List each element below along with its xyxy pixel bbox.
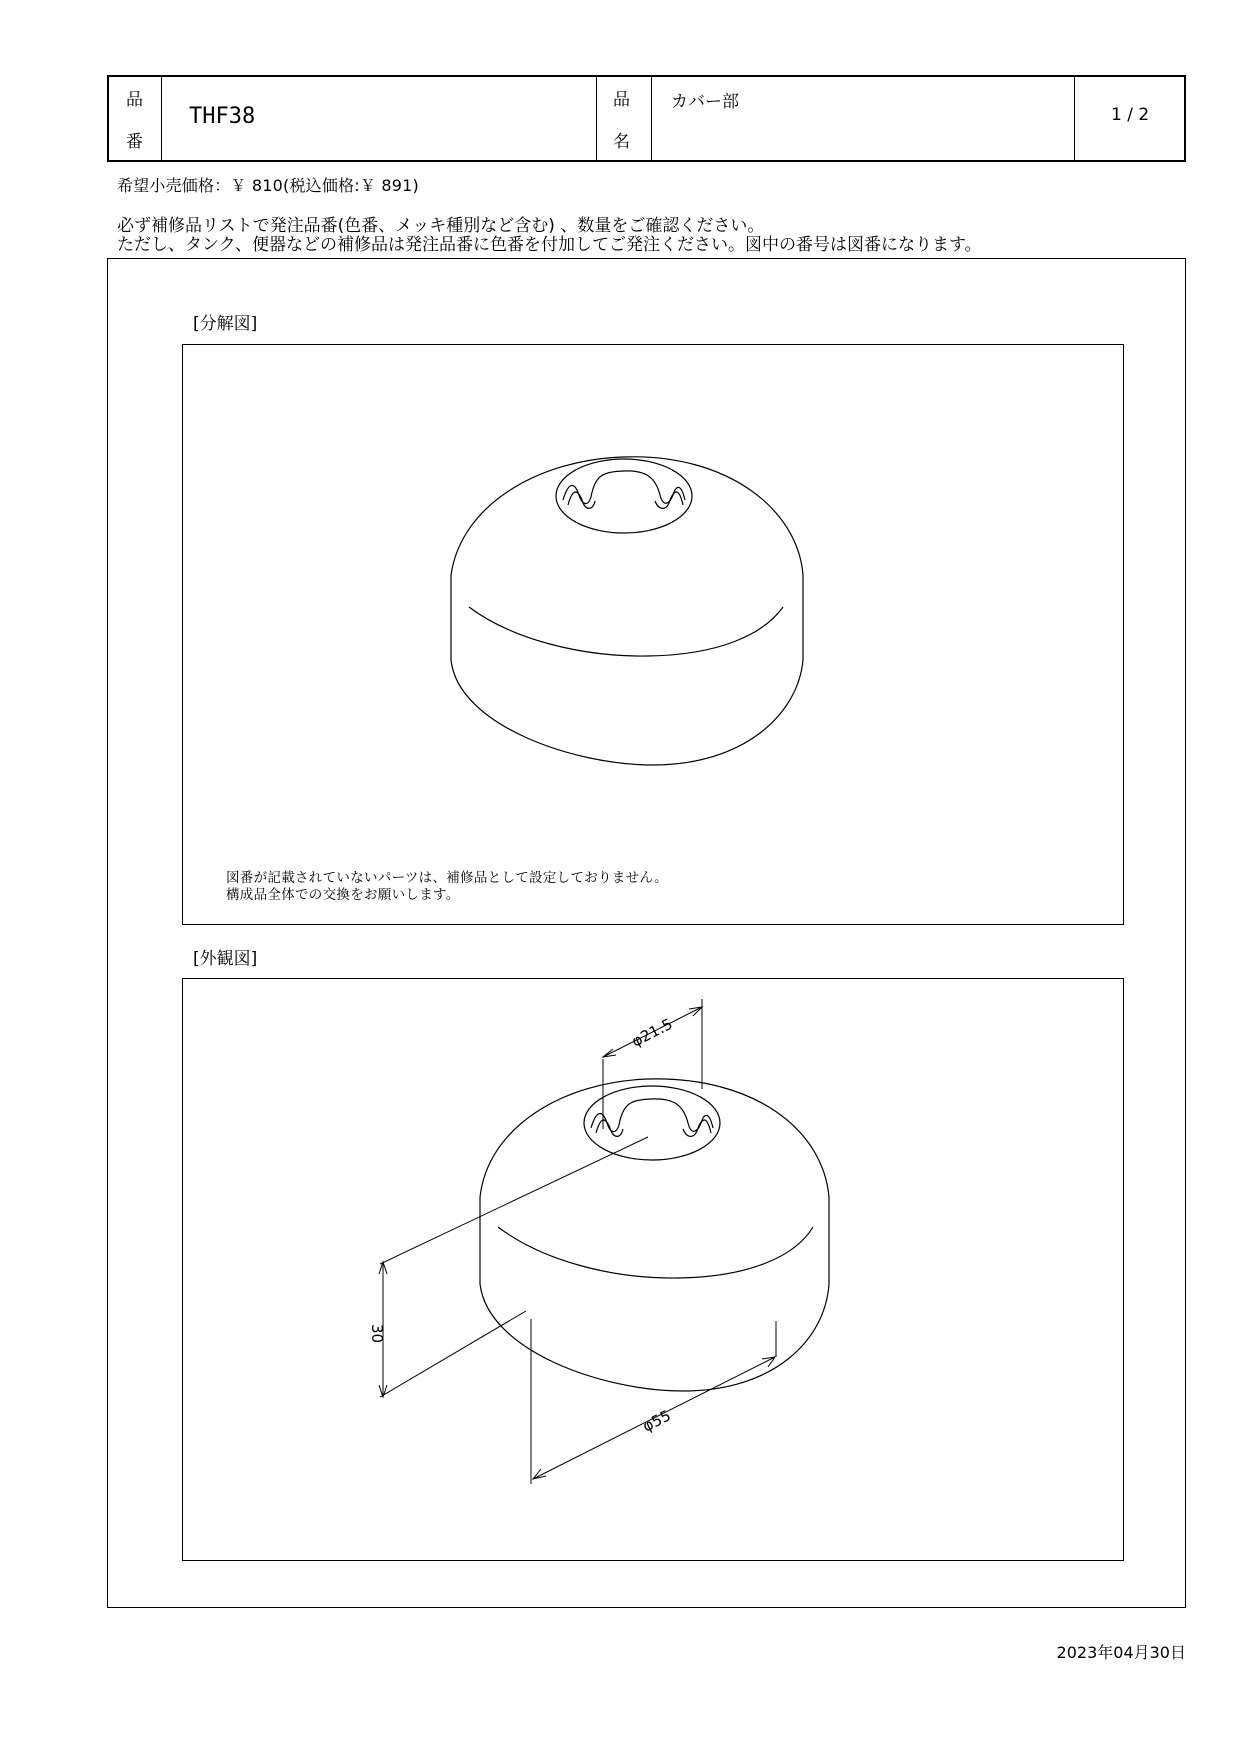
notice-line-2: ただし、タンク、便器などの補修品は発注品番に色番を付加してご発注ください。図中の番号は図番になります。 (117, 235, 982, 255)
exploded-view-box (182, 344, 1124, 925)
dome-outline (480, 1079, 829, 1197)
arrow-head (603, 1049, 616, 1057)
base-outline (451, 660, 803, 765)
hole-dimension-label: φ21.5 (628, 1014, 676, 1051)
cover-drawing-exploded (183, 345, 1123, 924)
divider (651, 77, 652, 160)
external-view-box (182, 978, 1124, 1561)
seam-line (469, 607, 783, 656)
part-name-label-top: 品 (613, 90, 630, 110)
issue-date: 2023年04月30日 (1056, 1643, 1186, 1662)
exploded-note-line-1: 図番が記載されていないパーツは、補修品として設定しておりません。 (226, 870, 668, 886)
part-name-label-bottom: 名 (613, 132, 630, 152)
exploded-view-label: [分解図] (193, 314, 258, 334)
height-extension-bottom (380, 1311, 526, 1397)
external-view-label: [外観図] (193, 949, 258, 969)
page-number: 1 / 2 (1111, 105, 1150, 125)
diameter-dimension-label: φ55 (639, 1406, 674, 1436)
notice-line-1: 必ず補修品リストで発注品番(色番、メッキ種別など含む) 、数量をご確認ください。 (117, 216, 765, 236)
height-extension-top (380, 1137, 648, 1264)
top-hole (584, 1086, 720, 1160)
seam-line (498, 1227, 813, 1278)
cover-drawing-external (183, 979, 1123, 1560)
base-outline (480, 1284, 829, 1391)
header-table (107, 75, 1186, 162)
retail-price: 希望小売価格：￥ 810(税込価格:￥ 891) (117, 176, 419, 195)
part-name: カバー部 (671, 92, 739, 112)
part-no-label-top: 品 (126, 90, 143, 110)
exploded-note-line-2: 構成品全体での交換をお願いします。 (226, 887, 460, 903)
divider (161, 77, 162, 160)
dome-outline (451, 457, 803, 575)
divider (596, 77, 597, 160)
part-no-label-bottom: 番 (126, 132, 143, 152)
part-number: THF38 (189, 104, 256, 129)
arrow-head (689, 1007, 702, 1016)
divider (1074, 77, 1075, 160)
height-dimension-label: 30 (368, 1324, 386, 1344)
